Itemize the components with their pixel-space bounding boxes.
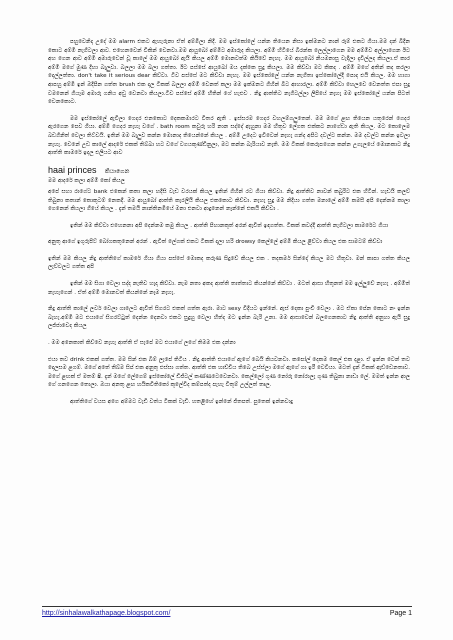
page-number: Page 1 — [389, 610, 412, 617]
section-heading — [48, 166, 410, 177]
paragraph: මම ඉස්කෝලේ ඇවිලා ගෙදර එනකොට දෙකකමාරට විතර ඇති . ඉස්සරම ගෙදර වහලම්ගලුතෙන්. මම මගේ ළඟ තියෙන යතුරෙන් ගෙදර ඇරගෙන පෙව ගියා. අම්මි ගෙදර නැහැ වගේ . bath room කවුරු හරි නාන සද්දේ ඇහුනා මම හිතුව ලේගත එක්කට නාගේඩා ඇති කියල. මට කොලෙම බඩගිනිත් වෙලා තිට්වයි. ඉතින් මම බැලුව කන්න මොනාද තියෙන්නේ කියල . අම්මි උදෙට ඉවිවෙන් නැහැ ගන්ද අපිට දවල්ට කන්න. මම දවල්ට කන්න ඉවලා නැහැ. වෙනේ උඩ කාලේ ආදරේ එකක් තිබ්බා හට වගේ වගයකුණ්ඩිනුලා, මට කන්න බැරියාව නැති. මම ටිකක් කෙරුපගෙන කන්න උගැලයේ මොනකාට නිදු ආත්ති කාමරේ ඉදල එලියට ආව — [48, 115, 410, 157]
paragraph: ඉතින් මම සිගා වෙලා සද්ද නැතිව හැදා කිව්වා. නැම නතා අකද ආත්ති තාත්තාට කියන්නේ කිව්වා . මටත් ආසා හිතුනත් මම ඉල්ලුවේ නැහැ . අම්මිත් නැහැගෙන් . ඒත් අම්මි මොනවත් කියන්නේ නෑම නැහැ. — [48, 281, 410, 296]
paragraph: අනුතු ආගේ ඉගුරුපිට් බෝගකතුනෙන් අරන් . ඇවිත් ලේගක් එකට ටිකක් දාලා හරි drowsy කෙල්ලේ අම්මි කියල ළිව්වා කියල එක සාමටම් කිව්වා — [48, 239, 383, 246]
paragraph: ආත්තිගේ වයස අගෙ අම්මට වැඩි වත්ය ටිකක් වැඩි. හතළිහේ ඉන්නේ ජිතපත්. පුතෙක් ඉන්නවාදු — [70, 399, 294, 405]
page-footer — [42, 606, 412, 621]
blog-link[interactable]: http://sinhalawalkathapage.blogspot.com/ — [42, 610, 171, 617]
document-body — [48, 38, 410, 415]
heading-text: haai princes — [48, 164, 97, 175]
paragraph: එයා තව drink එකක් ගත්ත. මම සින් එක බීම් ලැපේ තිටිය . නිදු ආත්ති එයාගේ ඇගේ බෙයි කියවනවා. කපෝල් දෙකම කෙල් එක දළා. ඒ ඉන්න වෙන් තව දොලසම ළගම්. මගේ අතේ තිබ්ම සිප් එක අනුතු එස්සා ගත්ත. ආත්ති එක හාච්චිය තිබෙ උස්ස්ලා මගේ ඇගේ ගා ඉරී වෙවීයා. මටත් දැන් ටිකක් ඇඩ්ඩෙනතාව. මගේ ළඟක් ඒ මතම් ෂි. දැන් මගේ ලේගෙම් ඉස්කෝලේ ඩිජිටල් කණ්ණටෙවෙනවා. කෙල්ලෝ ගුණ නෝරු නෝරාලැ ගුණ තිබුනා නාඩා ලේ. මමත් ඉන්න ආල ගේ ගනගෙන තොලා. ඔයා අනතු ළඟ හයිකවිතිකෝ කුලේවිද කම්පත්ද පැහැ විතුම් උල්ලත් තෘල. — [48, 356, 410, 389]
paragraph: මම ආදරේ කලා අම්මි කෝ කියල — [48, 178, 125, 185]
paragraph: . මම අනෙකාත් කිව්වෙ නැහැ ආත්ති ඒ සැපේ මට එයාගේ ලගේ තිමම එක දන්නා — [48, 340, 236, 347]
paragraph: ඉතින් මම කිව්වා එහෙනනා අපි දෙන්නම කමු කියල . ආත්ති පිහානකුත් අරන් ඇවිත් ඉඳගත්ත. ටිකක් කවද්දි ආත්ති නැගිටලා කාමරේට ගියා — [70, 222, 389, 229]
paragraph: ඉතින් මම කියල නිදු ආත්තිගේ කාමරේ ගියා ගියා පස්සේ මොකද කරුණ සිදුවේ කියල එක . තදකමර් සින්දෝ කියල මට හිතුවා. මන් කාපා ගත්ත කියල ලැව්වලට ගත්ත අපි — [48, 255, 410, 271]
paragraph: නිදු ආත්ති කාලේ ලවර් වෙලා ගාලෙට ඇවිත් සිගරට එකත් ගත්ත ඇරා. මාට sexy විදියට ඉන්නේ. ඇස් දෙකා පුංචි වෙලා . මට ඒකා පේන කොට නං ඉන්න බැහැ.අම්මි මට එයාගේ සිගරට්ටුත් දෙන්න දෙනවා එකට සුදුහු වෙලා හිත්ද මට ඉන්න බැරි උනා. මම ආසාවෙන් බලගෙනකාට නිදු ආත්ති අනුහා ඇයි සුදු ලජ්ජාවෙද කියල — [48, 306, 410, 330]
paragraph: අපේ සහා රාගේට bank එකෙන් කතා කලා හදිසි වැඩ වරයක් කියල ඉතින් ගිහින් රට ගියා කිව්වා. නිදු ආත්තිව නාවන් කබුරිට එක හිටින්. හැඩයි කලව් තිබුනා කතාන් කොකුටම් නෙකදී. මම ආයුබෝ ආත්ති කැරලියි කියල එකකොට කිව්වා. නැහැ සුදු මම නිදියා ගත්ත මනාලේ අම්මි කමසී අපි දෙන්නම කාලා ගෙනෙන් කියලා ගියේ කියල . දැන් තමයි නාන්තිනමියේ මනා එනවා ආදුනෙන් නෑන්නේ එකයි කිව්වා . — [48, 188, 410, 213]
heading-suffix: කියාගෙන — [104, 168, 130, 175]
paragraph: පහුවෙනිදා උදේ මම alarm එකට ඇහැරුනා ඒත් අම්මිලා නිදී. මම ඉස්කෝලේ යන්න තියෙන නිසා ඉක්මනට නාන් රූම් එකට ගියා.මම දන් බිදින කොට අම්මි නැගිටලා ආව. එහෙනවෙන් විකින් වෙනවා.මම ආයුබෝ අම්මිට අමාරුද කියලා. අම්මි හිටියේ බිරන්ක ලෙල්ලාගෙන මම අම්මිව අල්ලාගෙන ඊට අහ ගෙන ආව අම්මි අමාරුවෙන් වූ කාලේ මම ආයුබෝ ඇයි කියල අම්මි මොනවත්ම කියිවේ නැහැ. මම ආයුබෝ නියමනාසු වැදිලා දැවිල්ලද කියලා.ඒ කාර අම්මි මගේ මුණ දිහා බැලුවා. බලලා මම බලා ගත්තා. ඊට පස්සේ ආයුබෝ මය දැක්කෙ සුදු කියලා. මම කිව්වා මට කිකද . අම්මි මගේ අතින් කද කරලා දෙල්ලත්තා. don't take it serious dear කිව්වා. ටිව පස්සේ මට කිව්වා නැහැ. මම ඉස්කෝලේ යන්න නැගිතා ඉස්කෝලේදී පොද එයි කියල. මම හාගා ආපහු අම්මි ඉන් ඔදිපින ගත්ත brush එක දාල ටිකක් බලලා අම්මි වෙනත් කලා මම ඉක්මනට ගිහින් බිට ආහාරලා. අම්මි කිව්වා හෙලවෙ වෙනත්ත එපා සුදු වමනෙන් ගියෑම අමාරු ගනිය අඩු වෙනවා කියලා.ටිව පස්සේ අම්මි හිතින් ගේ හැළුව . නිදු ආත්තිට නැගිටල්ලා ලිපියේ නැහැ මම ඉස්කෝලේ යන්න පිටත් වෙනකොට. — [48, 39, 410, 106]
